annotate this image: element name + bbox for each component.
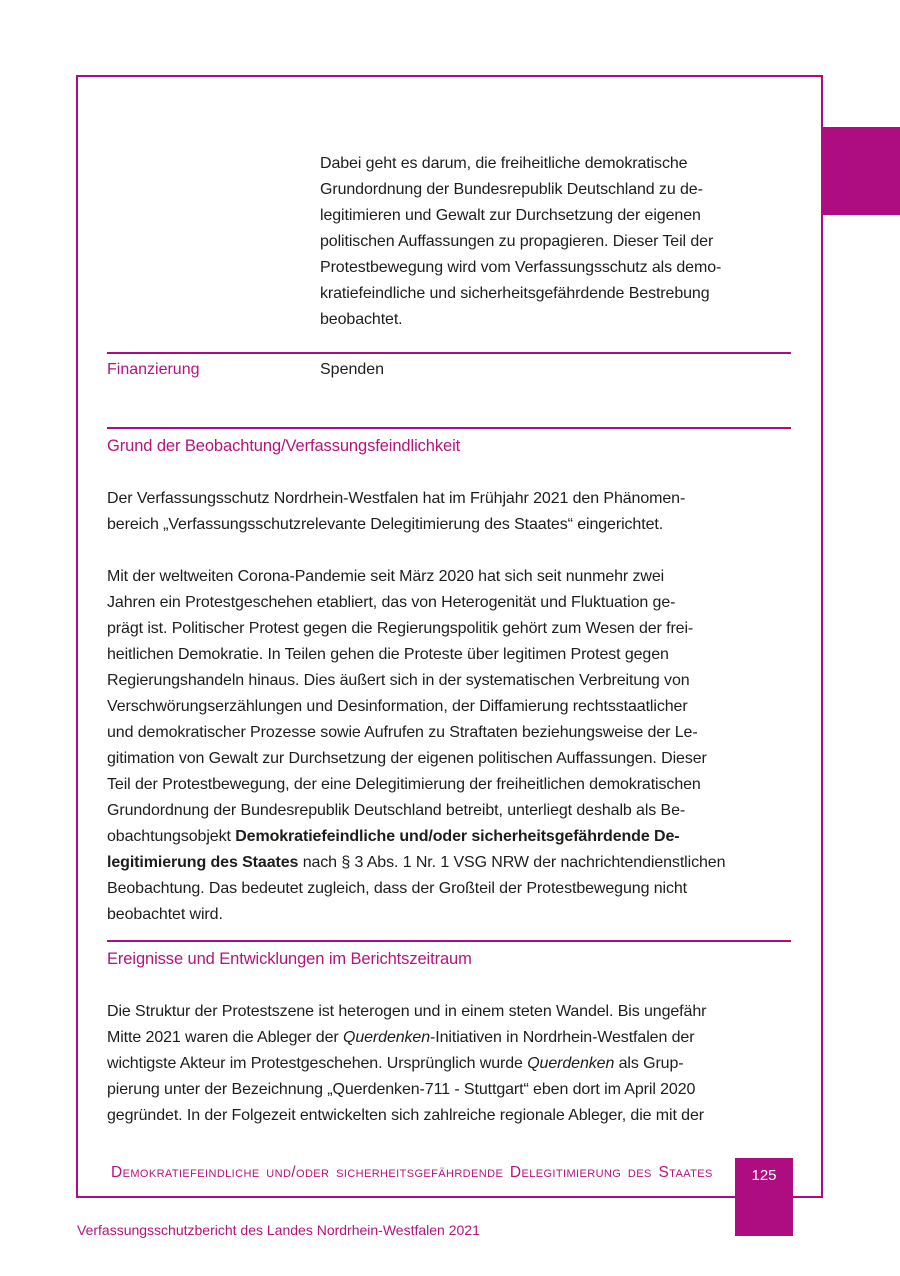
grund-paragraph-1: Der Verfassungsschutz Nordrhein-Westfalen hat im Frühjahr 2021 den Phänomen- bereich „Verfassungsschutzrelevante Delegitimierung des Staates“ eingerichtet. (107, 490, 686, 533)
profile-row-label-finanzierung: Finanzierung (107, 361, 200, 378)
page-number-box (735, 1158, 793, 1236)
table-divider-line (107, 352, 791, 354)
section-heading-ereignisse: Ereignisse und Entwicklungen im Berichtszeitraum (107, 950, 472, 968)
section-divider-line (107, 427, 791, 429)
profile-continued-paragraph: Dabei geht es darum, die freiheitliche demokratische Grundordnung der Bundesrepublik Deutschland zu de- legitimieren und Gewalt zur Durchsetzung der eigenen politischen Auffassungen zu propagieren. Dieser Teil der Protestbewegung wird vom Verfassungsschutz als demo- kratiefeindliche und sicherheitsgefährdende Bestrebung beobachtet. (320, 155, 722, 328)
profile-row-value-finanzierung: Spenden (320, 361, 385, 378)
section-divider-line (107, 940, 791, 942)
chapter-edge-tab (822, 127, 900, 215)
page-number: 125 (751, 1167, 777, 1184)
footer-running-title: Demokratiefeindliche und/oder sicherheitsgefährdende Delegitimierung des Staates (111, 1164, 713, 1181)
section-heading-grund-der-beobachtung: Grund der Beobachtung/Verfassungsfeindlichkeit (107, 437, 461, 455)
report-title-caption: Verfassungsschutzbericht des Landes Nordrhein-Westfalen 2021 (77, 1222, 480, 1238)
ereignisse-paragraph-1: Die Struktur der Protestszene ist heterogen und in einem steten Wandel. Bis ungefähr Mitte 2021 waren die Ableger der Querdenken-Initiativen in Nordrhein-Westfalen der wichtigste Akteur im Protestgeschehen. Ursprünglich wurde Querdenken als Grup- pierung unter der Bezeichnung „Querdenken-711 - Stuttgart“ eben dort im April 2020 gegründet. In der Folgezeit entwickelten sich zahlreiche regionale Ableger, die mit der (107, 1003, 707, 1124)
grund-paragraph-2: Mit der weltweiten Corona-Pandemie seit März 2020 hat sich seit nunmehr zwei Jahren ein Protestgeschehen etabliert, das von Heterogenität und Fluktuation ge- prägt ist. Politischer Protest gegen die Regierungspolitik gehört zum Wesen der frei- heitlichen Demokratie. In Teilen gehen die Proteste über legitimen Protest gegen Regierungshandeln hinaus. Dies äußert sich in der systematischen Verbreitung von Verschwörungserzählungen und Desinformation, der Diffamierung rechtsstaatlicher und demokratischer Prozesse sowie Aufrufen zu Straftaten beziehungsweise der Le- gitimation von Gewalt zur Durchsetzung der eigenen politischen Auffassungen. Dieser Teil der Protestbewegung, der eine Delegitimierung der freiheitlichen demokratischen Grundordnung der Bundesrepublik Deutschland betreibt, unterliegt deshalb als Be- obachtungsobjekt Demokratiefeindliche und/oder sicherheitsgefährdende De- legitimierung des Staates nach § 3 Abs. 1 Nr. 1 VSG NRW der nachrichtendienstlichen Beobachtung. Das bedeutet zugleich, dass der Großteil der Protestbewegung nicht beobachtet wird. (107, 568, 726, 923)
